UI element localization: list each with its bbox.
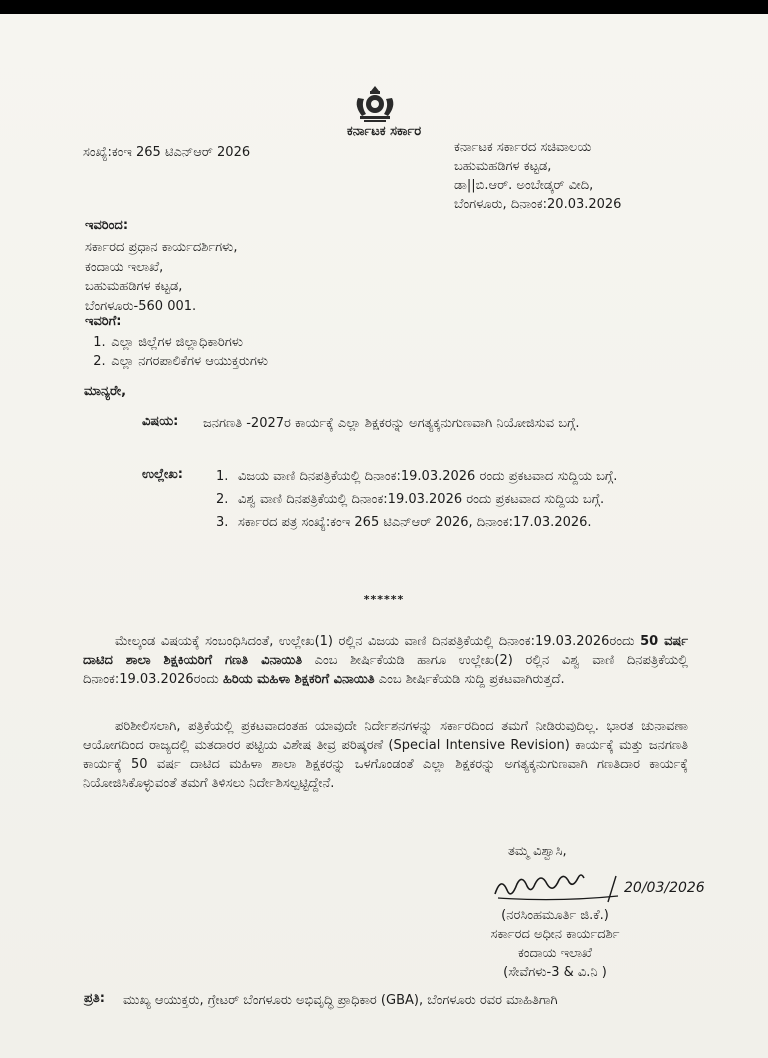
reference-number: ಸಂಖ್ಯೆ:ಕಂಇ 265 ಟಿಎನ್‌ಆರ್ 2026	[83, 145, 251, 160]
signatory-department: ಕಂದಾಯ ಇಲಾಖೆ	[517, 946, 593, 961]
references-label: ಉಲ್ಲೇಖ:	[142, 467, 183, 482]
recipient-list	[85, 333, 268, 371]
section-separator: ******	[363, 593, 405, 606]
office-address	[454, 138, 686, 214]
svg-text:20/03/2026: 20/03/2026	[624, 880, 705, 896]
handwritten-signature	[490, 866, 710, 906]
copy-recipient: ಮುಖ್ಯ ಆಯುಕ್ತರು, ಗ್ರೇಟರ್ ಬೆಂಗಳೂರು ಅಭಿವೃದ್ಧಿ ಪ್ರಾಧಿಕಾರ (GBA), ಬೆಂಗಳೂರು ರವರ ಮಾಹಿತಿಗಾಗಿ	[123, 993, 558, 1008]
from-line: ಕಂದಾಯ ಇಲಾಖೆ,	[85, 259, 164, 275]
recipient-item: 2. ಎಲ್ಲಾ ನಗರಪಾಲಿಕೆಗಳ ಆಯುಕ್ತರುಗಳು	[93, 354, 269, 369]
from-line: ಬಹುಮಹಡಿಗಳ ಕಟ್ಟಡ,	[85, 279, 183, 294]
from-line: ಬೆಂಗಳೂರು-560 001.	[85, 298, 197, 314]
closing-line: ತಮ್ಮ ವಿಶ್ವಾಸಿ,	[508, 844, 567, 859]
from-label: ಇವರಿಂದ:	[85, 218, 129, 233]
state-emblem-icon	[352, 84, 398, 124]
reference-item: 3. ಸರ್ಕಾರದ ಪತ್ರ ಸಂಖ್ಯೆ:ಕಂಇ 265 ಟಿಎನ್‌ಆರ್ 2026, ದಿನಾಂಕ:17.03.2026.	[216, 515, 592, 530]
signatory-block	[455, 906, 655, 982]
references-list	[216, 467, 641, 536]
reference-item: 1. ವಿಜಯ ವಾಣಿ ದಿನಪತ್ರಿಕೆಯಲ್ಲಿ ದಿನಾಂಕ:19.03.2026 ರಂದು ಪ್ರಕಟವಾದ ಸುದ್ದಿಯ ಬಗ್ಗೆ.	[216, 469, 618, 484]
highlight-headline-1: 50 ವರ್ಷ ದಾಟಿದ ಶಾಲಾ ಶಿಕ್ಷಕಿಯರಿಗೆ ಗಣತಿ ವಿನಾಯಿತಿ	[83, 634, 688, 668]
signatory-name: (ನರಸಿಂಹಮೂರ್ತಿ ಜಿ.ಕೆ.)	[501, 908, 609, 923]
recipient-item: 1. ಎಲ್ಲಾ ಜಿಲ್ಲೆಗಳ ಜಿಲ್ಲಾಧಿಕಾರಿಗಳು	[93, 335, 243, 350]
body-paragraph-1: ಮೇಲ್ಕಂಡ ವಿಷಯಕ್ಕೆ ಸಂಬಂಧಿಸಿದಂತೆ, ಉಲ್ಲೇಖ(1) ರಲ್ಲಿನ ವಿಜಯ ವಾಣಿ ದಿನಪತ್ರಿಕೆಯಲ್ಲಿ ದಿನಾಂಕ:19.03.2026ರಂದು 50 ವರ್ಷ ದಾಟಿದ ಶಾಲಾ ಶಿಕ್ಷಕಿಯರಿಗೆ ಗಣತಿ ವಿನಾಯಿತಿ ಎಂಬ ಶೀರ್ಷಿಕೆಯಡಿ ಹಾಗೂ ಉಲ್ಲೇಖ(2) ರಲ್ಲಿನ ವಿಶ್ವ ವಾಣಿ ದಿನಪತ್ರಿಕೆಯಲ್ಲಿ ದಿನಾಂಕ:19.03.2026ರಂದು ಹಿರಿಯ ಮಹಿಳಾ ಶಿಕ್ಷಕರಿಗೆ ವಿನಾಯಿತಿ ಎಂಬ ಶೀರ್ಷಿಕೆಯಡಿ ಸುದ್ದಿ ಪ್ರಕಟವಾಗಿರುತ್ತದೆ.	[83, 634, 688, 687]
subject-text: ಜನಗಣತಿ -2027ರ ಕಾರ್ಯಕ್ಕೆ ಎಲ್ಲಾ ಶಿಕ್ಷಕರನ್ನು ಅಗತ್ಯಕ್ಕನುಗುಣವಾಗಿ ನಿಯೋಜಿಸುವ ಬಗ್ಗೆ.	[203, 416, 580, 431]
address-line: ಕರ್ನಾಟಕ ಸರ್ಕಾರದ ಸಚಿವಾಲಯ	[454, 140, 592, 155]
to-label: ಇವರಿಗೆ:	[85, 314, 122, 329]
top-border	[0, 0, 768, 14]
highlight-headline-2: ಹಿರಿಯ ಮಹಿಳಾ ಶಿಕ್ಷಕರಿಗೆ ವಿನಾಯಿತಿ	[222, 672, 375, 687]
address-line: ಬಹುಮಹಡಿಗಳ ಕಟ್ಟಡ,	[454, 159, 552, 174]
address-date-line: ಬೆಂಗಳೂರು, ದಿನಾಂಕ:20.03.2026	[454, 197, 622, 212]
government-title: ಕರ್ನಾಟಕ ಸರ್ಕಾರ	[346, 124, 422, 139]
subject-label: ವಿಷಯ:	[142, 414, 179, 429]
from-line: ಸರ್ಕಾರದ ಪ್ರಧಾನ ಕಾರ್ಯದರ್ಶಿಗಳು,	[85, 240, 238, 255]
copy-label: ಪ್ರತಿ:	[84, 991, 105, 1006]
body-paragraph-2: ಪರಿಶೀಲಿಸಲಾಗಿ, ಪತ್ರಿಕೆಯಲ್ಲಿ ಪ್ರಕಟವಾದಂತಹ ಯಾವುದೇ ನಿರ್ದೇಶನಗಳನ್ನು ಸರ್ಕಾರದಿಂದ ತಮಗೆ ನೀಡಿರುವುದಿಲ್ಲ. ಭಾರತ ಚುನಾವಣಾ ಆಯೋಗದಿಂದ ರಾಜ್ಯದಲ್ಲಿ ಮತದಾರರ ಪಟ್ಟಿಯ ವಿಶೇಷ ತೀವ್ರ ಪರಿಷ್ಕರಣೆ (Special Intensive Revision) ಕಾರ್ಯಕ್ಕೆ ಮತ್ತು ಜನಗಣತಿ ಕಾರ್ಯಕ್ಕೆ 50 ವರ್ಷ ದಾಟಿದ ಮಹಿಳಾ ಶಾಲಾ ಶಿಕ್ಷಕರನ್ನು ಒಳಗೊಂಡಂತೆ ಎಲ್ಲಾ ಶಿಕ್ಷಕರನ್ನು ಅಗತ್ಯಕ್ಕನುಗುಣವಾಗಿ ಗಣತಿದಾರ ಕಾರ್ಯಕ್ಕೆ ನಿಯೋಜಿಸಿಕೊಳ್ಳುವಂತೆ ತಮಗೆ ತಿಳಿಸಲು ನಿರ್ದೇಶಿಸಲ್ಪಟ್ಟಿದ್ದೇನೆ.	[83, 719, 688, 791]
address-line: ಡಾ||ಬಿ.ಆರ್. ಅಂಬೇಡ್ಕರ್ ವೀದಿ,	[454, 178, 594, 193]
signatory-designation: ಸರ್ಕಾರದ ಅಧೀನ ಕಾರ್ಯದರ್ಶಿ	[490, 927, 620, 942]
salutation: ಮಾನ್ಯರೇ,	[84, 384, 127, 399]
from-address	[85, 238, 237, 316]
reference-item: 2. ವಿಶ್ವ ವಾಣಿ ದಿನಪತ್ರಿಕೆಯಲ್ಲಿ ದಿನಾಂಕ:19.03.2026 ರಂದು ಪ್ರಕಟವಾದ ಸುದ್ದಿಯ ಬಗ್ಗೆ.	[216, 492, 605, 507]
signatory-section: (ಸೇವೆಗಳು-3 & ವಿ.ನಿ )	[503, 965, 607, 980]
